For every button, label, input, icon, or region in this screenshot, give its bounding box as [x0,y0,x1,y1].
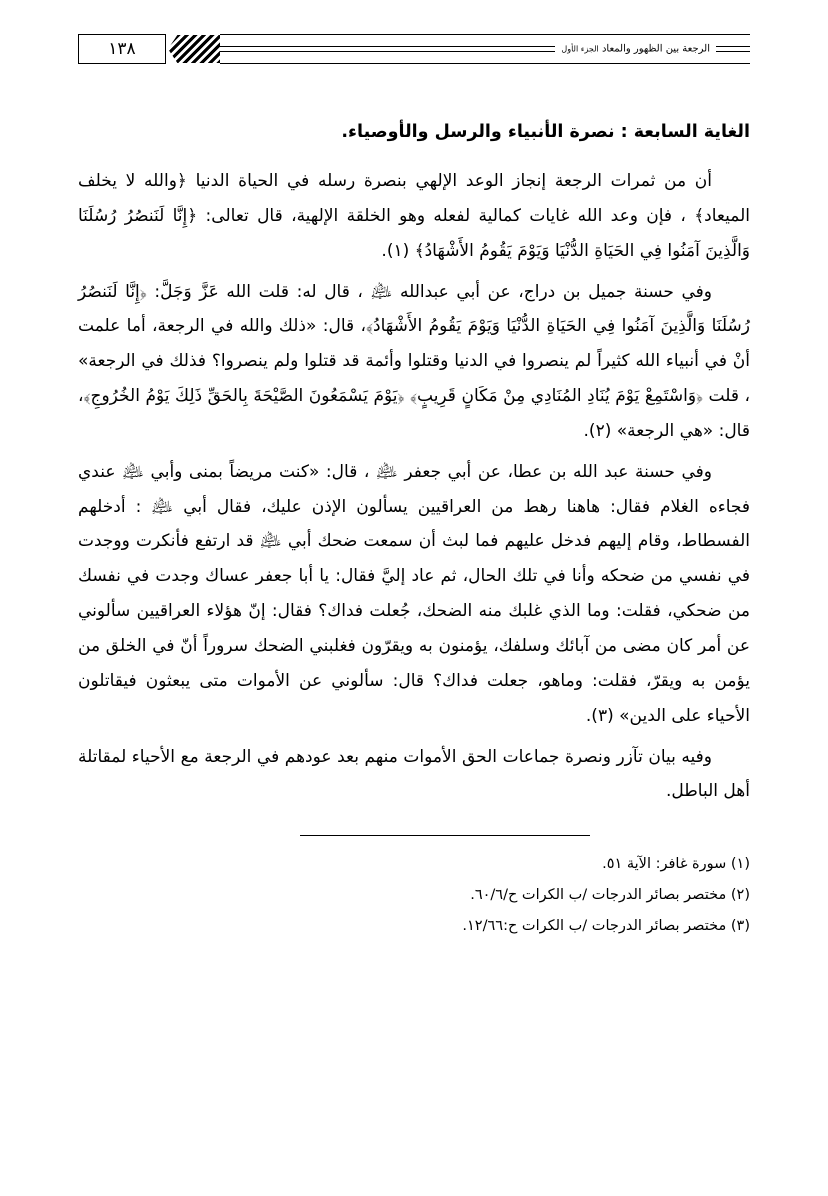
document-page [0,34,828,1196]
body-paragraph: وفي حسنة جميل بن دراج، عن أبي عبدالله ﵇ ، قال له: قلت الله عَزَّ وَجَلَّ: ﴿إِنَّا لَنَنصُرُ رُسُلَنَا وَالَّذِينَ آمَنُوا فِي الحَيَاةِ الدُّنْيَا وَيَوْمَ يَقُومُ الأَشْهَادُ﴾، قال: «ذلك والله في الرجعة، أما علمت أنْ في أنبياء الله كثيراً لم ينصروا في الدنيا وقتلوا وأئمة قد قتلوا ولم ينصروا؟ فذلك في الرجعة» ، قلت ﴿وَاسْتَمِعْ يَوْمَ يُنَادِ المُنَادِي مِنْ مَكَانٍ قَرِيبٍ﴾ ﴿يَوْمَ يَسْمَعُونَ الصَّيْحَةَ بِالحَقِّ ذَلِكَ يَوْمُ الخُرُوجِ﴾، قال: «هي الرجعة» (٢). [78,281,750,441]
running-head-volume: الجزء الأول [561,44,599,54]
page-header [78,34,750,64]
footnote-separator [300,835,590,836]
footnote-item: (٣) مختصر بصائر الدرجات /ب الكرات ح:١٢/٦٦. [462,918,750,935]
body-paragraph: أن من ثمرات الرجعة إنجاز الوعد الإلهي بنصرة رسله في الحياة الدنيا ﴿والله لا يخلف الميعاد﴾ ، فإن وعد الله غايات كمالية لفعله وهو الخلقة الإلهية، قال تعالى: ﴿إِنَّا لَنَنصُرُ رُسُلَنَا وَالَّذِينَ آمَنُوا فِي الحَيَاةِ الدُّنْيَا وَيَوْمَ يَقُومُ الأَشْهَادُ﴾ (١). [78,171,750,261]
body-paragraph: وفيه بيان تآزر ونصرة جماعات الحق الأموات منهم بعد عودهم في الرجعة مع الأحياء لمقاتلة أهل الباطل. [78,746,750,802]
footnote-list [78,850,750,941]
body-paragraph: وفي حسنة عبد الله بن عطا، عن أبي جعفر ﵇ ، قال: «كنت مريضاً بمنى وأبي ﵇ عندي فجاءه الغلام فقال: هاهنا رهط من العراقيين يسألون الإذن عليك، فقال أبي ﵇ : أدخلهم الفسطاط، وقام إليهم فدخل عليهم فما لبث أن سمعت ضحك أبي ﵇ قد ارتفع فأنكرت ووجدت في نفسي من ضحكه وأنا في تلك الحال، ثم عاد إليَّ فقال: يا أبا جعفر عساك وجدت في نفسك من ضحكي، فقلت: وما الذي غلبك منه الضحك، جُعلت فداك؟ فقال: إنّ هؤلاء العراقيين سألوني عن أمر كان مضى من آبائك وسلفك، يؤمنون به ويقرّون فغلبني الضحك سروراً أنّ في الخلق من يؤمن به ويقرّ، فقلت: وماهو، جعلت فداك؟ قال: سألوني عن الأموات متى يبعثون فيقاتلون الأحياء على الدين» (٣). [78,461,750,726]
running-head-title: الرجعة بين الظهور والمعاد [601,43,710,55]
footnote-item: (١) سورة غافر: الآية ٥١. [602,856,750,873]
header-ornament-icon [168,35,220,63]
header-rule [220,34,750,64]
footnote-item: (٢) مختصر بصائر الدرجات /ب الكرات ح/٦٠/٦. [470,887,750,904]
section-title: الغاية السابعة : نصرة الأنبياء والرسل والأوصياء. [341,122,750,142]
page-body [78,122,750,941]
page-number: ١٣٨ [78,34,166,64]
running-head [555,44,716,55]
